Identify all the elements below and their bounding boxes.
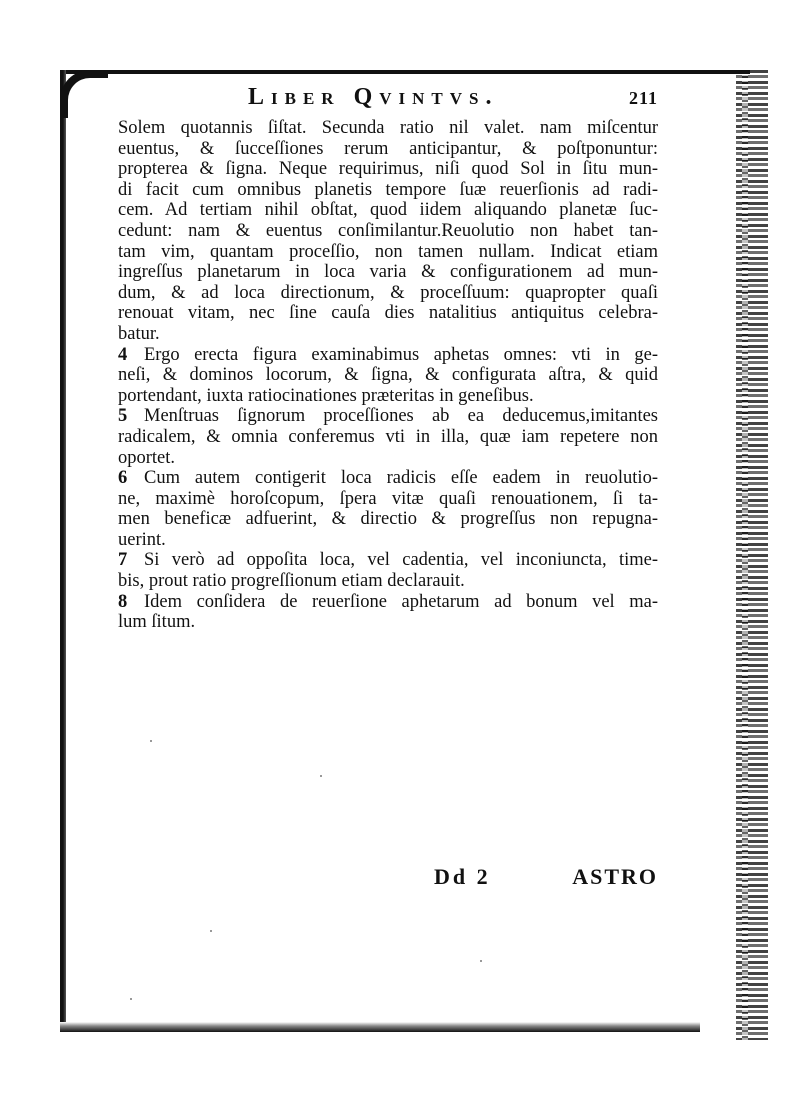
paper-speck: [210, 930, 212, 932]
text-line: [118, 448, 658, 469]
paragraph-number: 5: [118, 406, 128, 427]
text-line: [118, 612, 658, 633]
text-line: [118, 324, 658, 345]
line-text: renouat vitam, nec ſine cauſa dies natalitius antiquitus celebra-: [118, 303, 658, 324]
book-gutter-edge: [742, 70, 748, 1040]
line-text: cem. Ad tertiam nihil obſtat, quod iidem aliquando planetæ ſuc-: [118, 200, 658, 221]
page-header: [118, 84, 658, 114]
line-text: dum, & ad loca directionum, & proceſſuum: quapropter quaſi: [118, 282, 658, 303]
line-text: men beneficæ adfuerint, & directio & progreſſus non repugna-: [118, 509, 658, 530]
text-line: [118, 283, 658, 304]
line-text: ingreſſus planetarum in loca varia & configurationem ad mun-: [118, 262, 658, 283]
text-line: [118, 345, 658, 366]
paragraph-number: 7: [118, 550, 128, 571]
line-text: Menſtruas ſignorum proceſſiones ab ea deducemus,imitantes: [144, 406, 658, 427]
line-text: oportet.: [118, 447, 176, 468]
text-line: [118, 386, 658, 407]
line-text: uerint.: [118, 529, 166, 550]
paper-speck: [320, 775, 322, 777]
line-text: di facit cum omnibus planetis tempore ſuæ reuerſionis ad radi-: [118, 179, 658, 200]
text-line: [118, 242, 658, 263]
line-text: radicalem, & omnia conferemus vti in illa, quæ iam repetere non: [118, 426, 658, 447]
line-text: Si verò ad oppoſita loca, vel cadentia, vel inconiuncta, time-: [144, 550, 658, 571]
text-line: [118, 530, 658, 551]
text-line: [118, 180, 658, 201]
line-text: cedunt: nam & euentus conſimilantur.Reuolutio non habet tan-: [118, 220, 658, 241]
line-text: Cum autem contigerit loca radicis eſſe eadem in reuolutio-: [144, 468, 658, 489]
body-text: [118, 118, 658, 633]
page-number: 211: [628, 88, 658, 108]
text-line: [118, 200, 658, 221]
paragraph-number: 4: [118, 344, 128, 365]
text-line: [118, 118, 658, 139]
line-text: portendant, iuxta ratiocinationes præteritas in geneſibus.: [118, 385, 534, 406]
paper-speck: [480, 960, 482, 962]
text-line: [118, 489, 658, 510]
paragraph-number: 8: [118, 591, 128, 612]
text-line: [118, 159, 658, 180]
book-gutter-shadow: [736, 70, 768, 1040]
line-text: euentus, & ſucceſſiones rerum anticipantur, & poſtponuntur:: [118, 138, 658, 159]
line-text: Idem conſidera de reuerſione aphetarum ad bonum vel ma-: [144, 591, 658, 612]
text-line: [118, 365, 658, 386]
page-corner: [60, 70, 108, 118]
line-text: neſi, & dominos locorum, & ſigna, & configurata aſtra, & quid: [118, 365, 658, 386]
paragraph-number: 6: [118, 468, 128, 489]
text-line: [118, 509, 658, 530]
paper-speck: [130, 998, 132, 1000]
text-line: [118, 427, 658, 448]
line-text: lum ſitum.: [118, 612, 196, 633]
footer-catchline: [434, 864, 658, 894]
text-line: [118, 406, 658, 427]
line-text: batur.: [118, 323, 160, 344]
text-line: [118, 139, 658, 160]
paper-speck: [150, 740, 152, 742]
page-edge-left: [60, 70, 66, 1030]
text-line: [118, 303, 658, 324]
line-text: tam vim, quantam proceſſio, non tamen nullam. Indicat etiam: [118, 241, 658, 262]
line-text: propterea & ſigna. Neque requirimus, niſi quod Sol in ſitu mun-: [118, 159, 658, 180]
page-edge-top: [60, 70, 750, 74]
line-text: Solem quotannis ſiſtat. Secunda ratio nil valet. nam miſcentur: [118, 118, 658, 138]
text-line: [118, 592, 658, 613]
text-line: [118, 468, 658, 489]
catchword: ASTRO: [572, 864, 658, 889]
line-text: Ergo erecta figura examinabimus aphetas omnes: vti in ge-: [144, 344, 658, 365]
signature-mark: Dd 2: [434, 864, 491, 889]
text-line: [118, 550, 658, 571]
page-edge-bottom: [60, 1022, 700, 1032]
line-text: ne, maximè horoſcopum, ſpera vitæ quaſi renouationem, ſi ta-: [118, 488, 658, 509]
text-line: [118, 571, 658, 592]
line-text: bis, prout ratio progreſſionum etiam declarauit.: [118, 571, 465, 592]
text-line: [118, 221, 658, 242]
text-line: [118, 262, 658, 283]
running-title: Liber Qvintvs.: [248, 84, 499, 110]
